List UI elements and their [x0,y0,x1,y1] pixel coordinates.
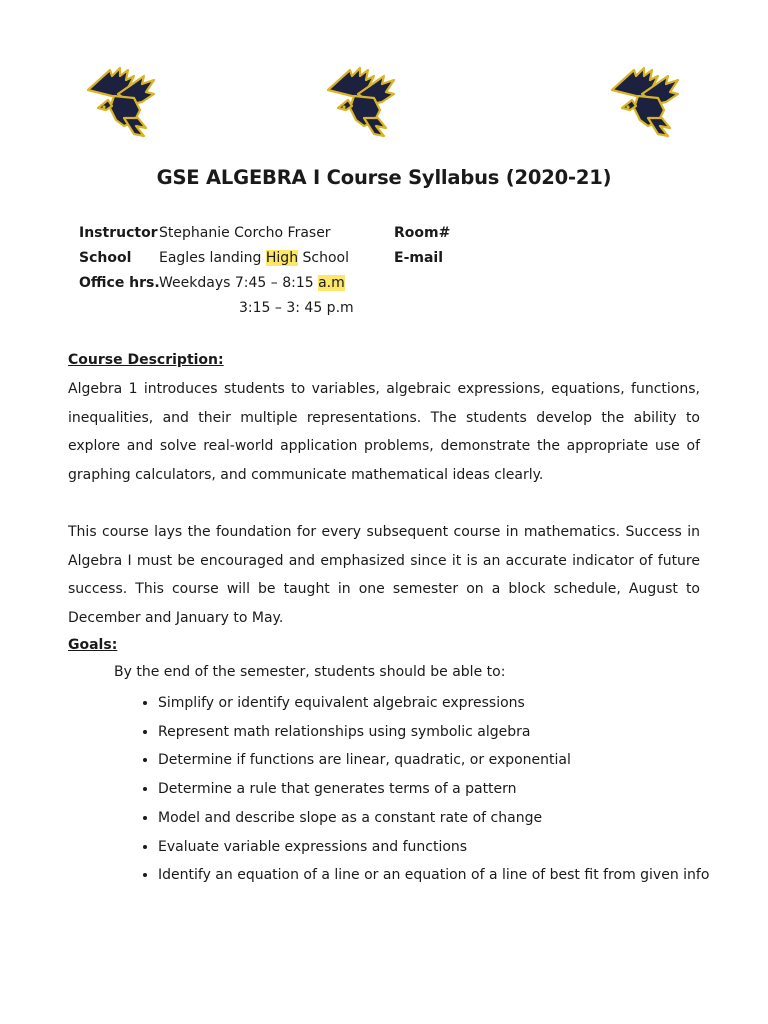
eagle-icon [608,64,682,140]
eagle-logo-right [608,64,682,140]
school-value [159,246,349,271]
goal-item: • Represent math relationships using symbolic algebra [158,718,748,747]
info-labels [79,221,160,296]
goals-intro: By the end of the semester, students should be able to: [114,664,506,680]
school-label: School [79,250,132,266]
page-title: GSE ALGEBRA I Course Syllabus (2020-21) [156,166,612,189]
office-hours-pre: Weekdays 7:45 – 8:15 [159,275,319,291]
eagle-logo-left [84,64,158,140]
school-value-highlight: High [265,250,299,266]
course-description-paragraph-2: This course lays the foundation for every subsequent course in mathematics. Success in Algebra I must be encouraged and emphasized since it is an accurate indicator of future success. This course will be taught in one semester on a block schedule, August to December and January to May. [68,524,700,626]
course-description-heading: Course Description: [68,352,224,368]
goals-heading: Goals: [68,637,118,653]
school-value-post: School [298,250,350,266]
school-value-pre: Eagles landing [159,250,266,266]
eagle-logo-center [324,64,398,140]
instructor-label: Instructor [79,225,158,241]
goal-item: • Simplify or identify equivalent algebraic expressions [158,689,748,718]
eagle-icon [84,64,158,140]
email-label: E-mail [394,250,444,266]
room-label: Room# [394,225,451,241]
eagle-icon [324,64,398,140]
goal-item: • Model and describe slope as a constant rate of change [158,804,748,833]
office-hours-value [159,271,349,296]
goal-item: • Determine a rule that generates terms of a pattern [158,775,748,804]
contact-labels [394,221,450,271]
goal-item: • Determine if functions are linear, quadratic, or exponential [158,746,748,775]
goal-item: • Identify an equation of a line or an equation of a line of best fit from given info [158,861,748,890]
info-values [159,221,349,296]
course-description-paragraph-1: Algebra 1 introduces students to variables, algebraic expressions, equations, functions, inequalities, and their multiple representations. The students develop the ability to explore and solve real-world application problems, demonstrate the appropriate use of graphing calculators, and communicate mathematical ideas clearly. [68,381,700,483]
office-hours-line2: 3:15 – 3: 45 p.m [239,300,354,316]
office-hours-label: Office hrs. [79,275,160,291]
goals-list [113,689,748,890]
goal-item: • Evaluate variable expressions and functions [158,833,748,862]
instructor-value: Stephanie Corcho Fraser [159,225,331,241]
office-hours-highlight: a.m [318,275,345,291]
